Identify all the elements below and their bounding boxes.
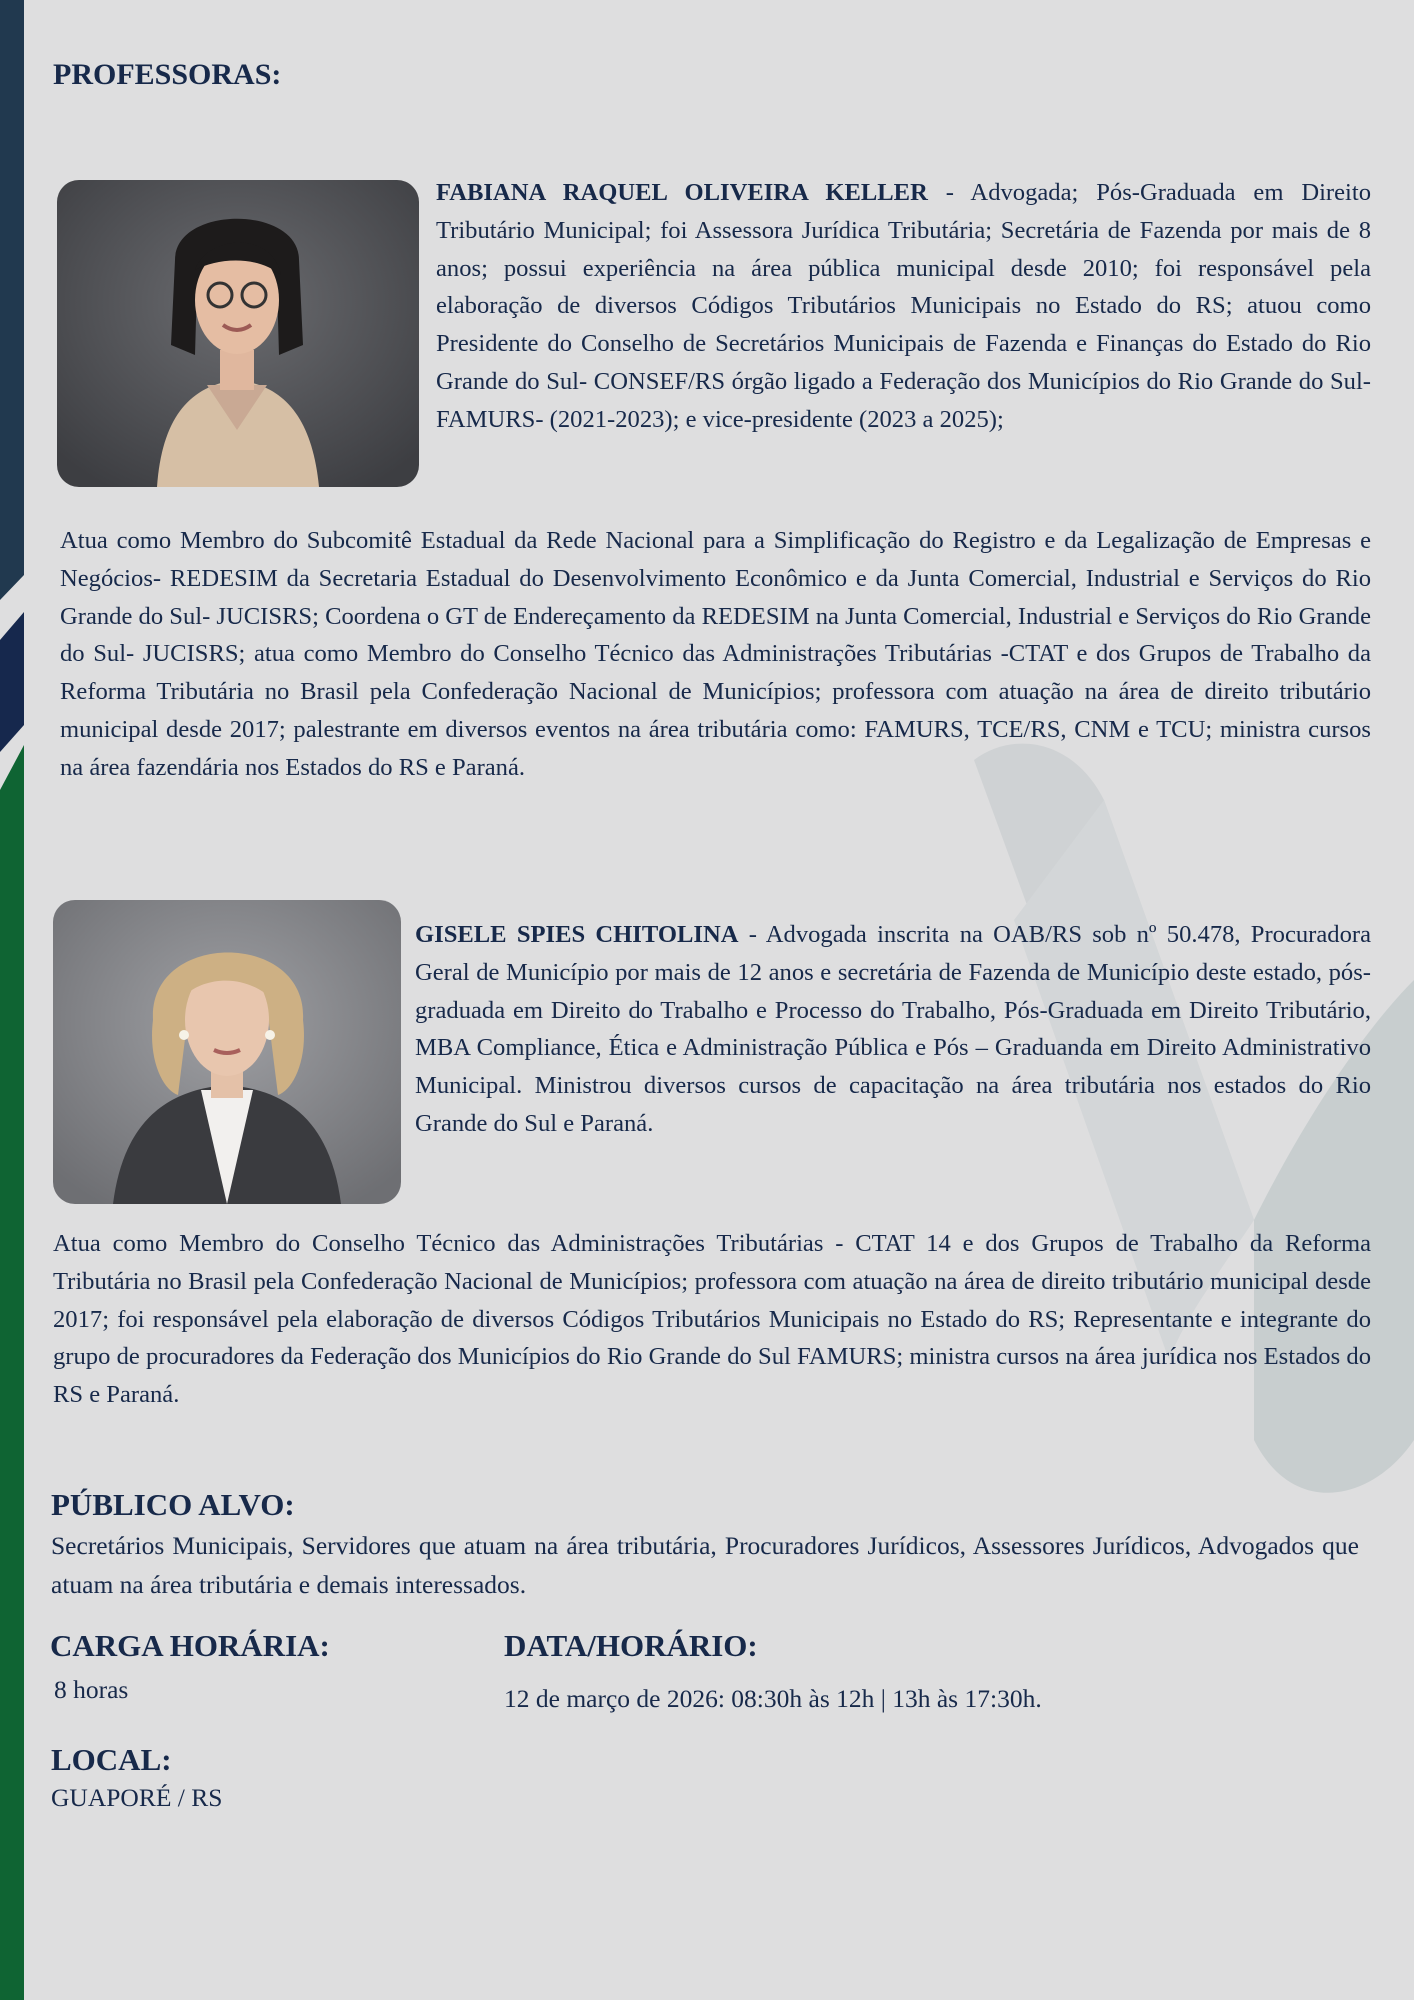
sidebar-stripe <box>0 0 24 2000</box>
publico-alvo-heading: PÚBLICO ALVO: <box>51 1487 295 1522</box>
local-text: GUAPORÉ / RS <box>51 1783 223 1812</box>
carga-horaria-heading: CARGA HORÁRIA: <box>50 1628 330 1663</box>
professor-bio-1 <box>436 174 1371 439</box>
professor-photo-1 <box>57 180 419 487</box>
professor-details-2: Atua como Membro do Conselho Técnico das Administrações Tributárias - CTAT 14 e dos Grupos de Trabalho da Reforma Tributária no Brasil pela Confederação Nacional de Municípios; professora com atuação na área de direito tributário municipal desde 2017; foi responsável pela elaboração de diversos Códigos Tributários Municipais no Estado do RS; Representante e integrante do grupo de procuradores da Federação dos Municípios do Rio Grande do Sul FAMURS; ministra cursos na área jurídica nos Estados do RS e Paraná. <box>53 1230 1371 1409</box>
professor-name-1: FABIANA RAQUEL OLIVEIRA KELLER <box>436 179 928 206</box>
data-horario-heading: DATA/HORÁRIO: <box>504 1628 758 1663</box>
carga-horaria-text: 8 horas <box>54 1675 129 1704</box>
professor-intro-2: - Advogada inscrita na OAB/RS sob nº 50.478, Procuradora Geral de Município por mais de 12 anos e secretária de Fazenda de Município deste estado, pós-graduada em Direito do Trabalho e Processo do Trabalho, Pós-Graduada em Direito Tributário, MBA Compliance, Ética e Administração Pública e Pós – Graduanda em Direito Administrativo Municipal. Ministrou diversos cursos de capacitação na área tributária nos estados do Rio Grande do Sul e Paraná. <box>415 921 1371 1137</box>
page-title: PROFESSORAS: <box>53 58 282 91</box>
professor-name-2: GISELE SPIES CHITOLINA <box>415 921 739 948</box>
professor-bio-2 <box>415 916 1371 1143</box>
data-horario-text: 12 de março de 2026: 08:30h às 12h | 13h às 17:30h. <box>504 1684 1042 1713</box>
local-heading: LOCAL: <box>51 1742 172 1777</box>
professor-intro-1: - Advogada; Pós-Graduada em Direito Tributário Municipal; foi Assessora Jurídica Tributária; Secretária de Fazenda por mais de 8 anos; possui experiência na área pública municipal desde 2010; foi responsável pela elaboração de diversos Códigos Tributários Municipais no Estado do RS; atuou como Presidente do Conselho de Secretários Municipais de Fazenda e Finanças do Estado do Rio Grande do Sul- CONSEF/RS órgão ligado a Federação dos Municípios do Rio Grande do Sul- FAMURS- (2021-2023); e vice-presidente (2023 a 2025); <box>436 179 1371 433</box>
publico-alvo-text: Secretários Municipais, Servidores que atuam na área tributária, Procuradores Jurídicos, Assessores Jurídicos, Advogados que atuam na área tributária e demais interessados. <box>51 1531 1359 1599</box>
professor-details-1: Atua como Membro do Subcomitê Estadual da Rede Nacional para a Simplificação do Registro e da Legalização de Empresas e Negócios- REDESIM da Secretaria Estadual do Desenvolvimento Econômico e da Junta Comercial, Industrial e Serviços do Rio Grande do Sul- JUCISRS; Coordena o GT de Endereçamento da REDESIM na Junta Comercial, Industrial e Serviços do Rio Grande do Sul- JUCISRS; atua como Membro do Conselho Técnico das Administrações Tributárias -CTAT e dos Grupos de Trabalho da Reforma Tributária no Brasil pela Confederação Nacional de Municípios; professora com atuação na área de direito tributário municipal desde 2017; palestrante em diversos eventos na área tributária como: FAMURS, TCE/RS, CNM e TCU; ministra cursos na área fazendária nos Estados do RS e Paraná. <box>60 527 1371 781</box>
professor-photo-2 <box>53 900 401 1204</box>
